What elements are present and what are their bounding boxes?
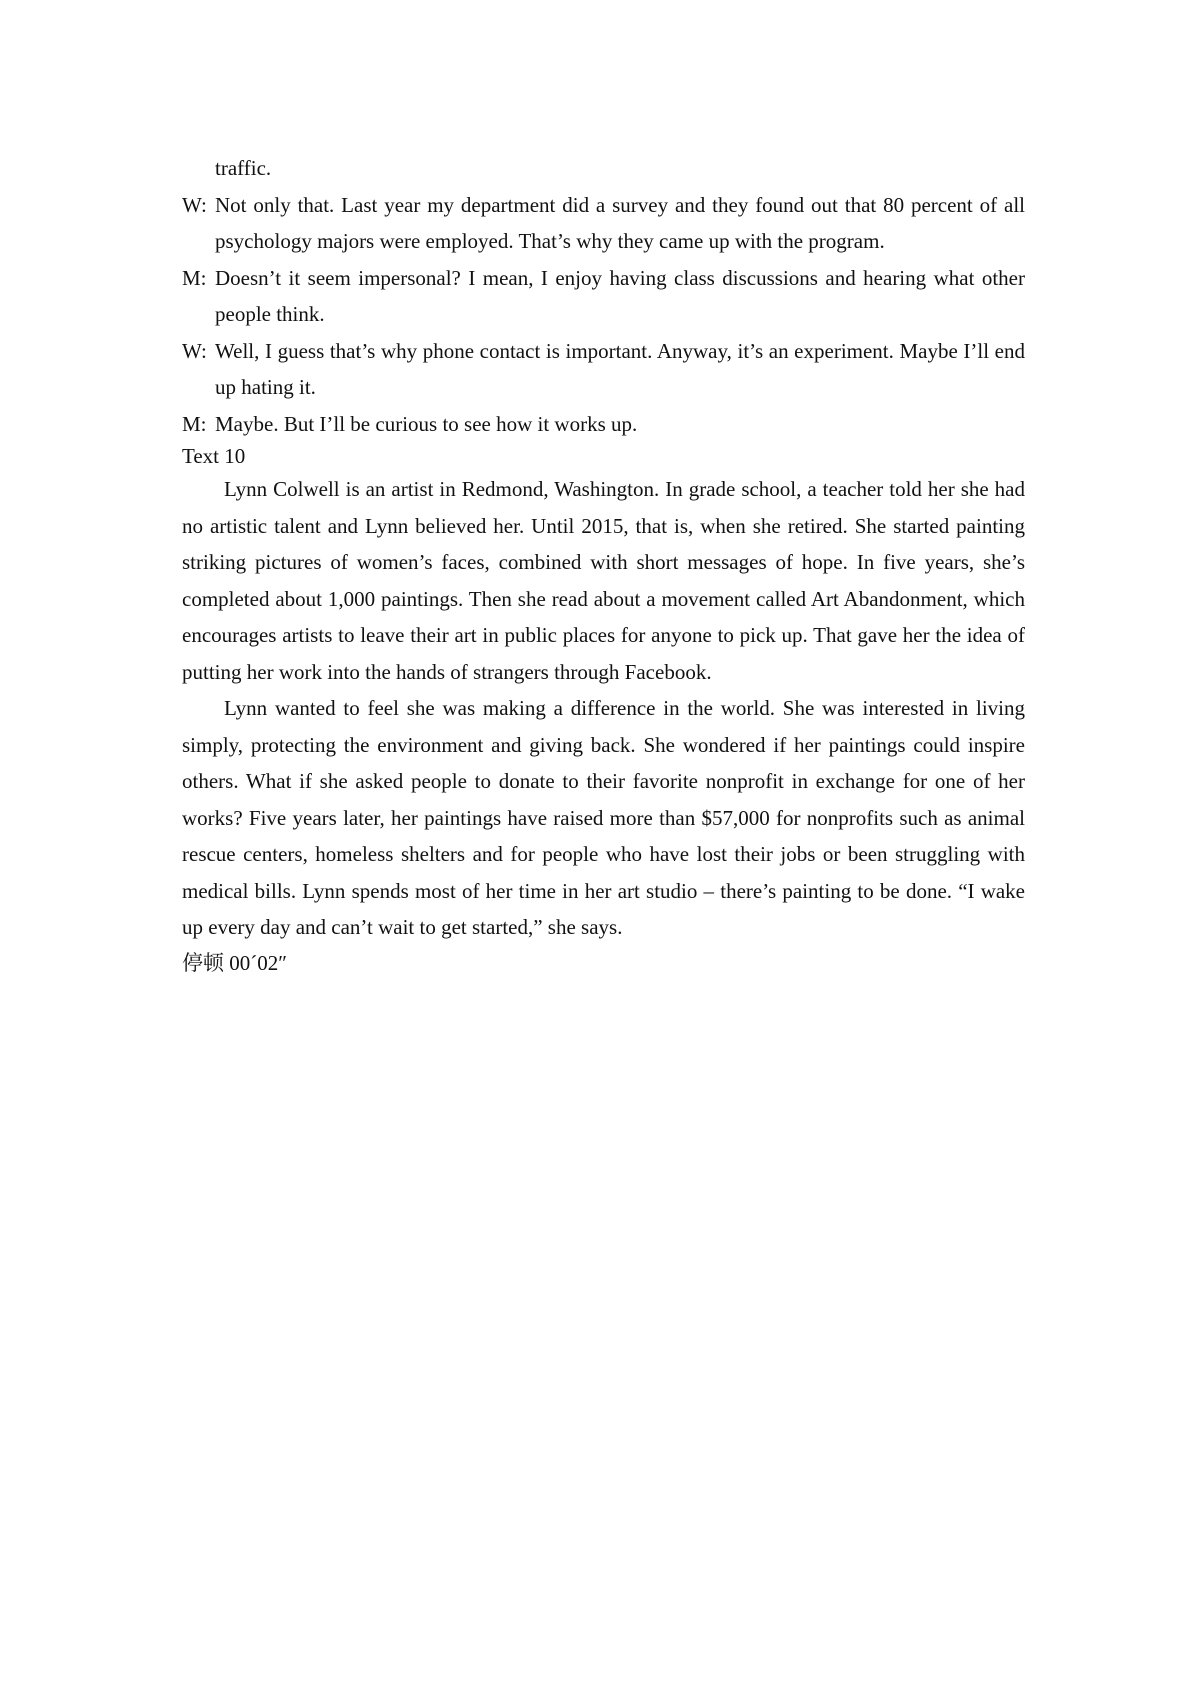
dialogue-text: Not only that. Last year my department did a survey and they found out that 80 percent of all psychology majors were employed. That’s why they came up with the program.: [215, 192, 1025, 253]
document-page: [182, 150, 1025, 980]
body-paragraph: Lynn Colwell is an artist in Redmond, Washington. In grade school, a teacher told her she had no artistic talent and Lynn believed her. Until 2015, that is, when she retired. She started painting striking pictures of women’s faces, combined with short messages of hope. In five years, she’s completed about 1,000 paintings. Then she read about a movement called Art Abandonment, which encourages artists to leave their art in public places for anyone to pick up. That gave her the idea of putting her work into the hands of strangers through Facebook.: [182, 477, 1025, 684]
dialogue-line: [182, 187, 1025, 260]
dialogue-text: traffic.: [215, 156, 272, 180]
section-title: Text 10: [182, 444, 246, 468]
body-paragraph: Lynn wanted to feel she was making a difference in the world. She was interested in living simply, protecting the environment and giving back. She wondered if her paintings could inspire others. What if she asked people to donate to their favorite nonprofit in exchange for one of her works? Five years later, her paintings have raised more than $57,000 for nonprofits such as animal rescue centers, homeless shelters and for people who have lost their jobs or been struggling with medical bills. Lynn spends most of her time in her art studio – there’s painting to be done. “I wake up every day and can’t wait to get started,” she says.: [182, 696, 1025, 939]
dialogue-line: [182, 333, 1025, 406]
dialogue-line: [182, 260, 1025, 333]
speaker-label: M:: [182, 411, 207, 436]
dialogue-text: Doesn’t it seem impersonal? I mean, I enjoy having class discussions and hearing what other people think.: [215, 265, 1025, 326]
pause-label: 停顿 00´02″: [182, 950, 287, 975]
speaker-label: W:: [182, 192, 207, 217]
speaker-label: W:: [182, 338, 207, 363]
dialogue-text: Maybe. But I’ll be curious to see how it works up.: [215, 411, 638, 436]
dialogue-text: Well, I guess that’s why phone contact is important. Anyway, it’s an experiment. Maybe I’ll end up hating it.: [215, 338, 1025, 399]
dialogue-line: [182, 406, 1025, 443]
dialogue-line-continued: [182, 150, 1025, 187]
speaker-label: M:: [182, 265, 207, 290]
